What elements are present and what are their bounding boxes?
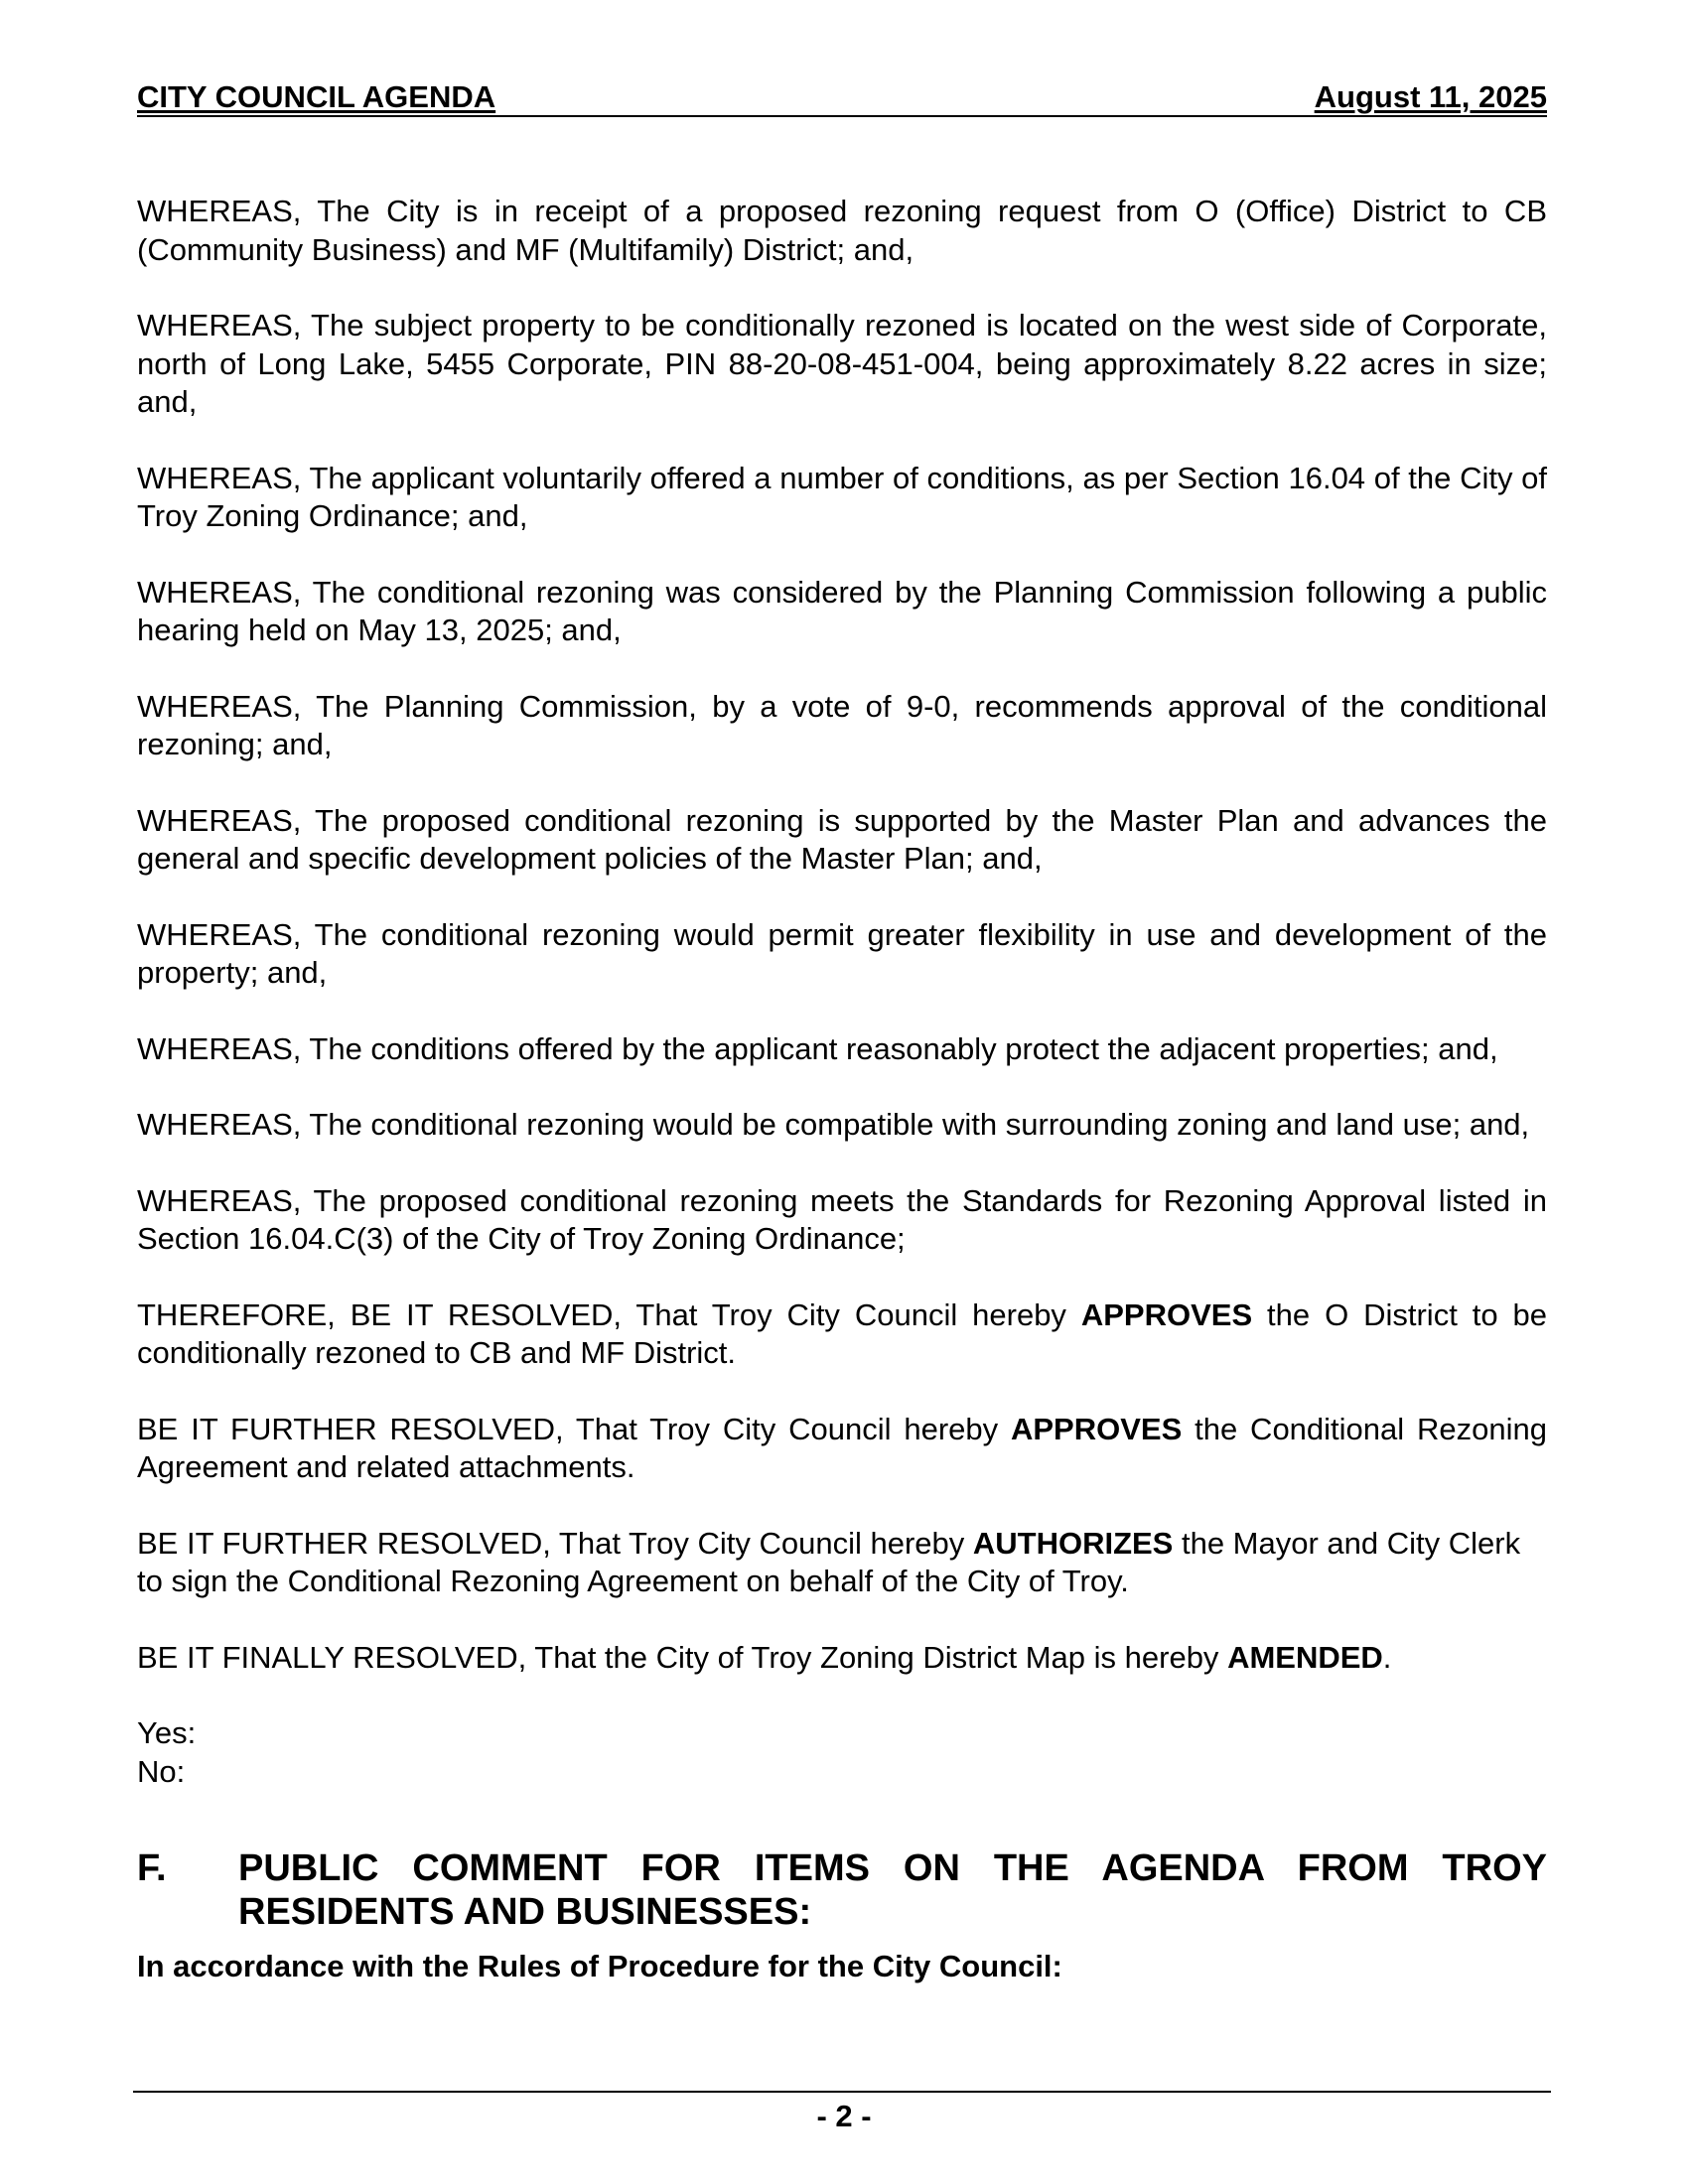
resolved-amends-map: BE IT FINALLY RESOLVED, That the City of Troy Zoning District Map is hereby AMENDED. xyxy=(137,1639,1392,1675)
paragraph-9: WHEREAS, The conditional rezoning would be compatible with surrounding zoning and land use; and, xyxy=(137,1107,1530,1142)
paragraph-4: WHEREAS, The conditional rezoning was considered by the Planning Commission following a public hearing held on May 13, 2025; and, xyxy=(137,574,1547,647)
paragraph-5: WHEREAS, The Planning Commission, by a vote of 9-0, recommends approval of the conditional rezoning; and, xyxy=(137,688,1547,761)
paragraph-3: WHEREAS, The applicant voluntarily offered a number of conditions, as per Section 16.04 of the City of Troy Zoning Ordinance; and, xyxy=(137,460,1547,533)
resolved-authorizes-signing: BE IT FURTHER RESOLVED, That Troy City Council hereby AUTHORIZES the Mayor and City Clerk to sign the Conditional Rezoning Agreement on behalf of the City of Troy. xyxy=(137,1525,1521,1598)
vote-yes-label: Yes: xyxy=(137,1715,197,1750)
section-title-line1: PUBLIC COMMENT FOR ITEMS ON THE AGENDA FROM TROY xyxy=(238,1847,1547,1889)
page-number: - 2 - xyxy=(816,2099,872,2133)
section-title-line2: RESIDENTS AND BUSINESSES: xyxy=(238,1891,812,1933)
resolution-body xyxy=(137,193,1547,1985)
section-title xyxy=(238,1846,1547,1934)
footer-divider xyxy=(133,2091,1551,2093)
page-header xyxy=(137,79,1547,117)
header-date: August 11, 2025 xyxy=(1314,79,1547,114)
paragraph-1: WHEREAS, The City is in receipt of a proposed rezoning request from O (Office) District to CB (Community Business) and MF (Multifamily) District; and, xyxy=(137,194,1547,267)
resolved-approves-agreement: BE IT FURTHER RESOLVED, That Troy City Council hereby APPROVES the Conditional Rezoning Agreement and related attachments. xyxy=(137,1411,1547,1484)
paragraph-10: WHEREAS, The proposed conditional rezoning meets the Standards for Rezoning Approval listed in Section 16.04.C(3) of the City of Troy Zoning Ordinance; xyxy=(137,1182,1547,1256)
vote-no-label: No: xyxy=(137,1753,186,1789)
resolved-approves-rezoning: THEREFORE, BE IT RESOLVED, That Troy City Council hereby APPROVES the O District to be conditionally rezoned to CB and MF District. xyxy=(137,1297,1547,1370)
agenda-page xyxy=(137,79,1547,1985)
section-f-heading xyxy=(137,1846,1547,1934)
rules-of-procedure-subhead: In accordance with the Rules of Procedure for the City Council: xyxy=(137,1949,1062,1983)
paragraph-2: WHEREAS, The subject property to be conditionally rezoned is located on the west side of Corporate, north of Long Lake, 5455 Corporate, PIN 88-20-08-451-004, being approximately 8.22 acres in size; and, xyxy=(137,308,1547,419)
paragraph-8: WHEREAS, The conditions offered by the applicant reasonably protect the adjacent properties; and, xyxy=(137,1030,1498,1066)
header-title: CITY COUNCIL AGENDA xyxy=(137,79,496,114)
vote-record xyxy=(137,1714,1547,1791)
paragraph-6: WHEREAS, The proposed conditional rezoning is supported by the Master Plan and advances the general and specific development policies of the Master Plan; and, xyxy=(137,802,1547,876)
paragraph-7: WHEREAS, The conditional rezoning would permit greater flexibility in use and development of the property; and, xyxy=(137,916,1547,990)
section-letter: F. xyxy=(137,1847,167,1889)
